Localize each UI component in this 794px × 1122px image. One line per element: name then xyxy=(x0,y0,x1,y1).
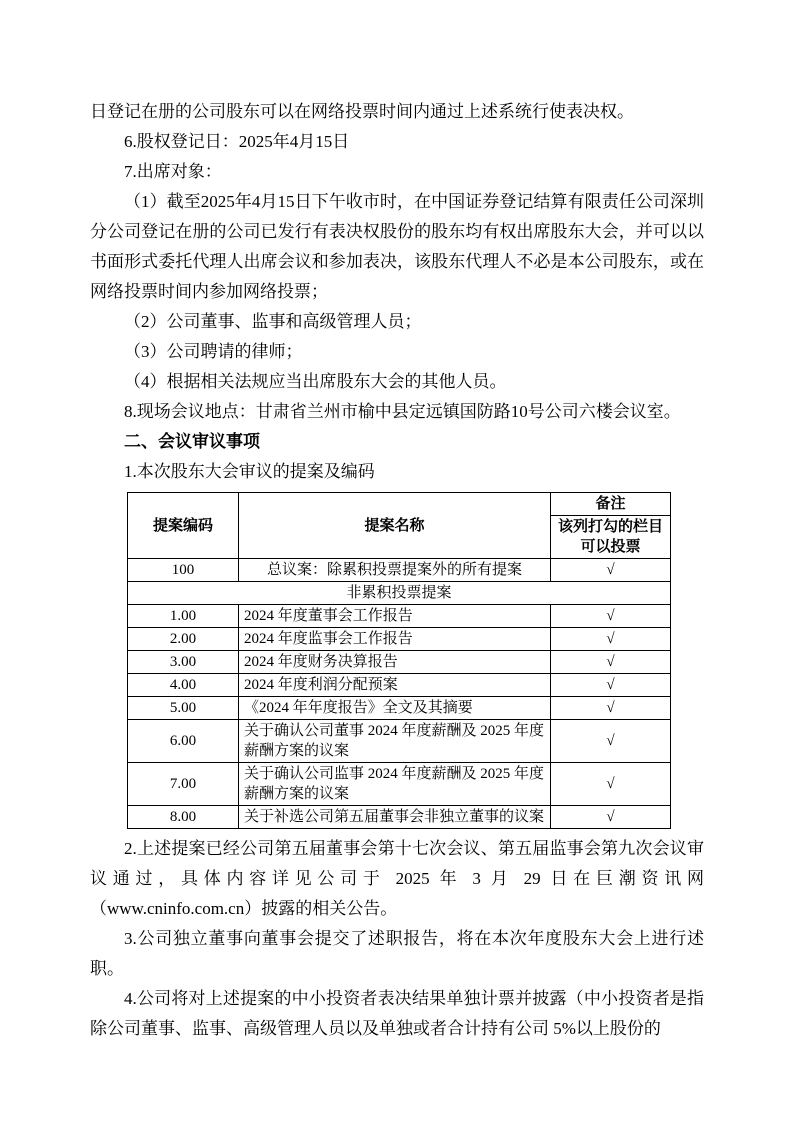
paragraph-attendees-3: （3）公司聘请的律师； xyxy=(124,342,303,361)
vote-check-cell: √ xyxy=(551,651,671,674)
table-row xyxy=(128,674,671,697)
vote-check-cell: √ xyxy=(551,806,671,829)
paragraph-minority-investors: 4.公司将对上述提案的中小投资者表决结果单独计票并披露（中小投资者是指除公司董事、监事、高级管理人员以及单独或者合计持有公司 5%以上股份的 xyxy=(90,989,704,1038)
proposal-code-cell: 5.00 xyxy=(128,697,239,720)
proposal-code-cell: 1.00 xyxy=(128,605,239,628)
col-header-proposal-name: 提案名称 xyxy=(239,493,551,559)
table-section-row xyxy=(128,582,671,605)
proposal-name-cell: 2024 年度监事会工作报告 xyxy=(239,628,551,651)
vote-check-cell: √ xyxy=(551,763,671,806)
proposal-name-cell: 2024 年度董事会工作报告 xyxy=(239,605,551,628)
proposal-name-cell: 总议案：除累积投票提案外的所有提案 xyxy=(239,559,551,582)
proposal-name-cell: 关于补选公司第五届董事会非独立董事的议案 xyxy=(239,806,551,829)
proposal-code-cell: 2.00 xyxy=(128,628,239,651)
proposal-code-cell: 4.00 xyxy=(128,674,239,697)
table-row xyxy=(128,763,671,806)
paragraph-attendees-1: （1）截至2025年4月15日下午收市时，在中国证券登记结算有限责任公司深圳分公司登记在册的公司已发行有表决权股份的股东均有权出席股东大会，并可以以书面形式委托代理人出席会议和参加表决，该股东代理人不必是本公司股东，或在网络投票时间内参加网络投票； xyxy=(90,192,704,301)
col-header-remark-note: 该列打勾的栏目可以投票 xyxy=(551,516,671,559)
vote-check-cell: √ xyxy=(551,674,671,697)
proposal-code-cell: 100 xyxy=(128,559,239,582)
paragraph-attendees-2: （2）公司董事、监事和高级管理人员； xyxy=(124,312,422,331)
table-header-row xyxy=(128,493,671,516)
proposal-name-cell: 关于确认公司监事 2024 年度薪酬及 2025 年度薪酬方案的议案 xyxy=(239,763,551,806)
table-row xyxy=(128,628,671,651)
proposal-name-cell: 关于确认公司董事 2024 年度薪酬及 2025 年度薪酬方案的议案 xyxy=(239,720,551,763)
proposal-name-cell: 2024 年度财务决算报告 xyxy=(239,651,551,674)
proposal-code-cell: 7.00 xyxy=(128,763,239,806)
table-row xyxy=(128,651,671,674)
proposal-name-cell: 《2024 年年度报告》全文及其摘要 xyxy=(239,697,551,720)
vote-check-cell: √ xyxy=(551,720,671,763)
paragraph-approval-history: 2.上述提案已经公司第五届董事会第十七次会议、第五届监事会第九次会议审议通过，具体内容详见公司于 2025 年 3 月 29 日在巨潮资讯网（www.cninfo.com.cn）披露的相关公告。 xyxy=(90,839,704,918)
table-row xyxy=(128,697,671,720)
paragraph-venue: 8.现场会议地点：甘肃省兰州市榆中县定远镇国防路10号公司六楼会议室。 xyxy=(124,402,681,421)
paragraph-continuation: 日登记在册的公司股东可以在网络投票时间内通过上述系统行使表决权。 xyxy=(90,102,634,121)
vote-check-cell: √ xyxy=(551,559,671,582)
section-label-cell: 非累积投票提案 xyxy=(128,582,671,605)
col-header-proposal-code: 提案编码 xyxy=(128,493,239,559)
table-row xyxy=(128,806,671,829)
vote-check-cell: √ xyxy=(551,605,671,628)
paragraph-record-date: 6.股权登记日：2025年4月15日 xyxy=(124,132,350,151)
proposal-code-cell: 3.00 xyxy=(128,651,239,674)
col-header-remark: 备注 xyxy=(551,493,671,516)
paragraph-independent-directors: 3.公司独立董事向董事会提交了述职报告，将在本次年度股东大会上进行述职。 xyxy=(90,929,704,978)
paragraph-attendees-title: 7.出席对象： xyxy=(124,162,222,181)
vote-check-cell: √ xyxy=(551,697,671,720)
proposal-name-cell: 2024 年度利润分配预案 xyxy=(239,674,551,697)
table-row xyxy=(128,605,671,628)
proposal-code-cell: 6.00 xyxy=(128,720,239,763)
table-caption: 1.本次股东大会审议的提案及编码 xyxy=(124,462,375,481)
paragraph-attendees-4: （4）根据相关法规应当出席股东大会的其他人员。 xyxy=(124,372,507,391)
proposals-table xyxy=(127,492,671,829)
table-row xyxy=(128,720,671,763)
vote-check-cell: √ xyxy=(551,628,671,651)
table-row-general xyxy=(128,559,671,582)
proposal-code-cell: 8.00 xyxy=(128,806,239,829)
section-heading: 二、会议审议事项 xyxy=(124,432,260,451)
